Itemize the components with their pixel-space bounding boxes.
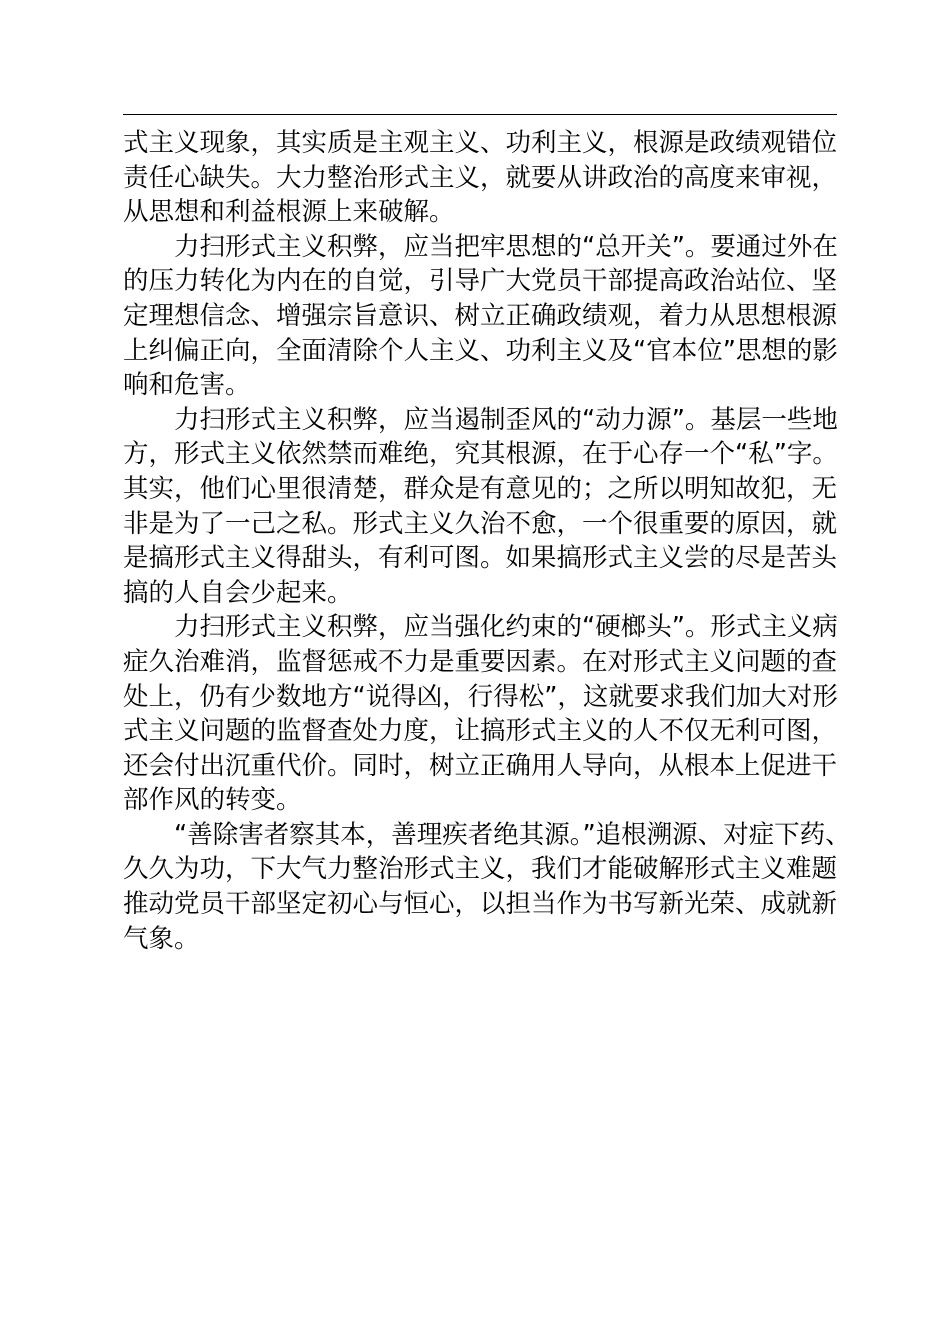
text-line: 从思想和利益根源上来破解。 [123,197,455,228]
paragraph [123,230,843,403]
text-line: 式主义现象，其实质是主观主义、功利主义，根源是政绩观错位 [123,128,838,158]
document-body [123,126,851,956]
paragraph [123,610,843,818]
text-line: 的压力转化为内在的自觉，引导广大党员干部提高政治站位、坚 [123,266,838,297]
paragraph [123,126,843,230]
text-line: 气象。 [123,923,200,954]
text-line: 久久为功，下大气力整治形式主义，我们才能破解形式主义难题 [123,854,838,885]
text-line: 责任心缺失。大力整治形式主义，就要从讲政治的高度来审视， [123,162,838,193]
header-rule [123,114,837,115]
text-line: 力扫形式主义积弊，应当把牢思想的“总开关”。要通过外在 [174,231,838,262]
text-line: 方，形式主义依然禁而难绝，究其根源，在于心存一个“私”字。 [123,439,838,470]
text-line: 定理想信念、增强宗旨意识、树立正确政绩观，着力从思想根源 [123,300,838,331]
text-line: 推动党员干部坚定初心与恒心，以担当作为书写新光荣、成就新 [123,889,838,920]
text-line: 是搞形式主义得甜头，有利可图。如果搞形式主义尝的尽是苦头 [123,543,838,574]
text-line: 上纠偏正向，全面清除个人主义、功利主义及“官本位”思想的影 [123,335,838,366]
text-line: “善除害者察其本，善理疾者绝其源。”追根溯源、对症下药、 [174,819,851,850]
text-line: 症久治难消，监督惩戒不力是重要因素。在对形式主义问题的查 [123,646,838,677]
text-line: 响和危害。 [123,370,251,401]
text-line: 还会付出沉重代价。同时，树立正确用人导向，从根本上促进干 [123,750,838,781]
text-line: 力扫形式主义积弊，应当遏制歪风的“动力源”。基层一些地 [174,404,838,435]
text-line: 处上，仍有少数地方“说得凶，行得松”，这就要求我们加大对形 [123,681,838,712]
text-line: 式主义问题的监督查处力度，让搞形式主义的人不仅无利可图， [123,716,838,747]
text-line: 其实，他们心里很清楚，群众是有意见的；之所以明知故犯，无 [123,473,838,504]
text-line: 搞的人自会少起来。 [123,577,353,608]
paragraph [123,403,843,611]
text-line: 部作风的转变。 [123,785,302,816]
text-line: 力扫形式主义积弊，应当强化约束的“硬榔头”。形式主义病 [174,612,838,643]
text-line: 非是为了一己之私。形式主义久治不愈，一个很重要的原因，就 [123,508,838,539]
paragraph [123,818,851,956]
